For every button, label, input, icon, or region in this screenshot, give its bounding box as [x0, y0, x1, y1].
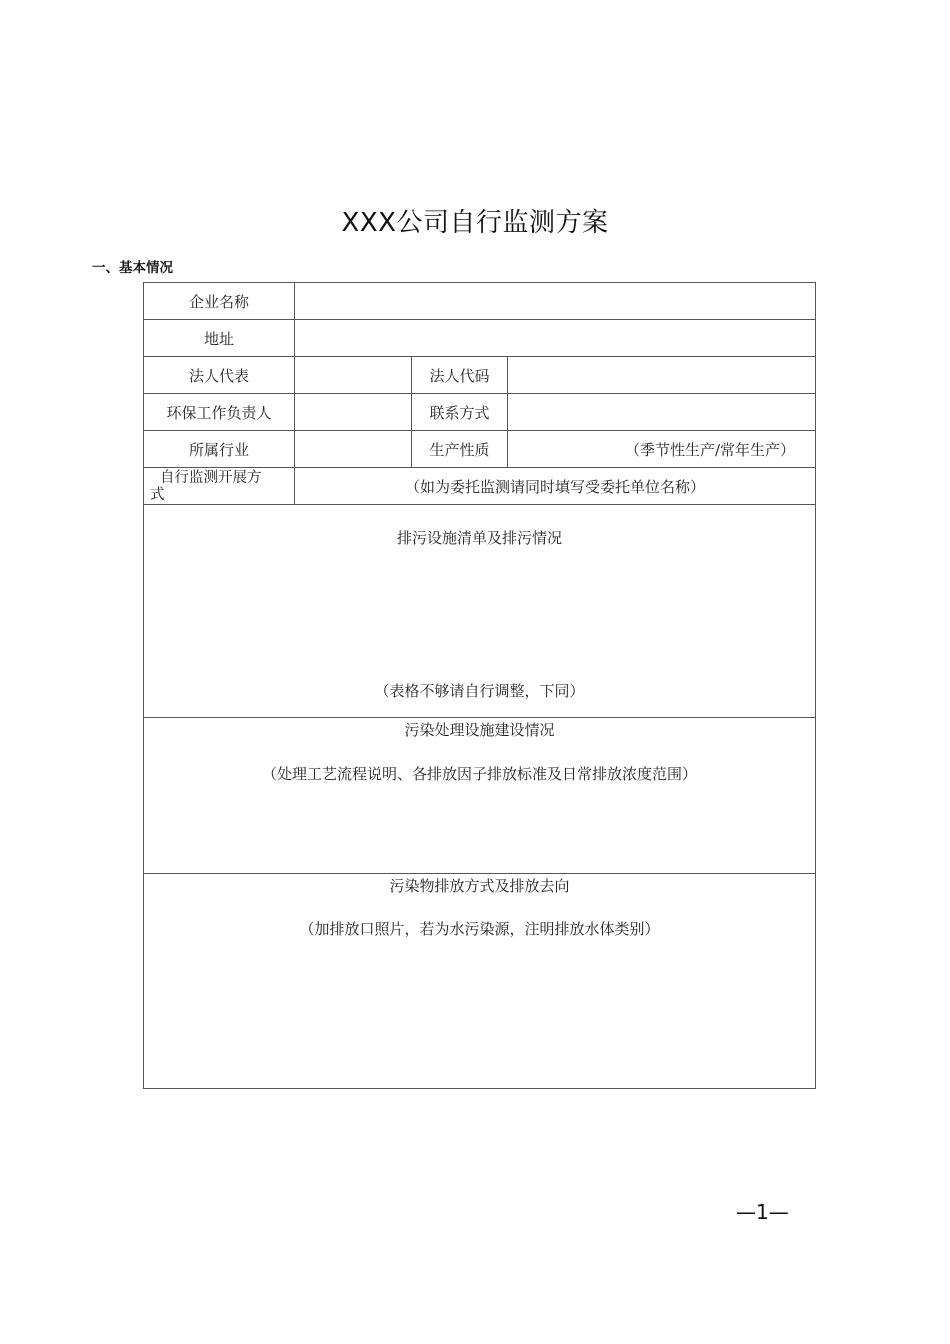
discharge-facilities-title: 排污设施清单及排污情况 — [396, 529, 562, 547]
treatment-title: 污染处理设施建设情况 — [404, 721, 555, 739]
row-company-name — [144, 283, 815, 320]
emission-note: （加排放口照片，若为水污染源，注明排放水体类别） — [299, 920, 660, 938]
page-number: —1— — [736, 1200, 789, 1224]
monitoring-mode-label — [144, 468, 294, 504]
contact-field[interactable] — [507, 394, 815, 430]
section-emission[interactable] — [144, 874, 815, 1088]
monitoring-mode-label-line1: 自行监测开展方 — [160, 470, 262, 486]
address-label: 地址 — [203, 329, 234, 348]
section-heading-basic-info: 一、基本情况 — [92, 260, 173, 276]
section-discharge-facilities[interactable] — [144, 505, 815, 718]
row-legal-rep — [144, 357, 815, 394]
row-address — [144, 320, 815, 357]
legal-code-field[interactable] — [507, 357, 815, 393]
document-title: XXX公司自行监测方案 — [341, 208, 609, 238]
monitoring-mode-hint: （如为委托监测请同时填写受委托单位名称） — [404, 477, 705, 496]
emission-title: 污染物排放方式及排放去向 — [389, 877, 570, 895]
industry-label: 所属行业 — [188, 440, 249, 459]
treatment-note: （处理工艺流程说明、各排放因子排放标准及日常排放浓度范围） — [261, 765, 697, 783]
production-nature-hint: （季节性生产/常年生产） — [624, 440, 795, 459]
discharge-facilities-note: （表格不够请自行调整，下同） — [374, 682, 585, 700]
production-nature-label: 生产性质 — [411, 431, 507, 467]
legal-code-label: 法人代码 — [411, 357, 507, 393]
address-field[interactable] — [294, 320, 815, 356]
company-name-field[interactable] — [294, 283, 815, 319]
row-env-officer — [144, 394, 815, 431]
row-monitoring-mode — [144, 468, 815, 505]
row-industry — [144, 431, 815, 468]
env-officer-label: 环保工作负责人 — [166, 403, 272, 422]
contact-label: 联系方式 — [411, 394, 507, 430]
monitoring-mode-field[interactable] — [294, 468, 815, 504]
env-officer-field[interactable] — [294, 394, 411, 430]
monitoring-mode-label-line2: 式 — [150, 487, 165, 503]
production-nature-field[interactable] — [507, 431, 815, 467]
legal-rep-label: 法人代表 — [188, 366, 249, 385]
company-name-label: 企业名称 — [188, 292, 249, 311]
legal-rep-field[interactable] — [294, 357, 411, 393]
basic-info-form — [143, 282, 816, 1089]
section-treatment-facilities[interactable] — [144, 718, 815, 874]
industry-field[interactable] — [294, 431, 411, 467]
